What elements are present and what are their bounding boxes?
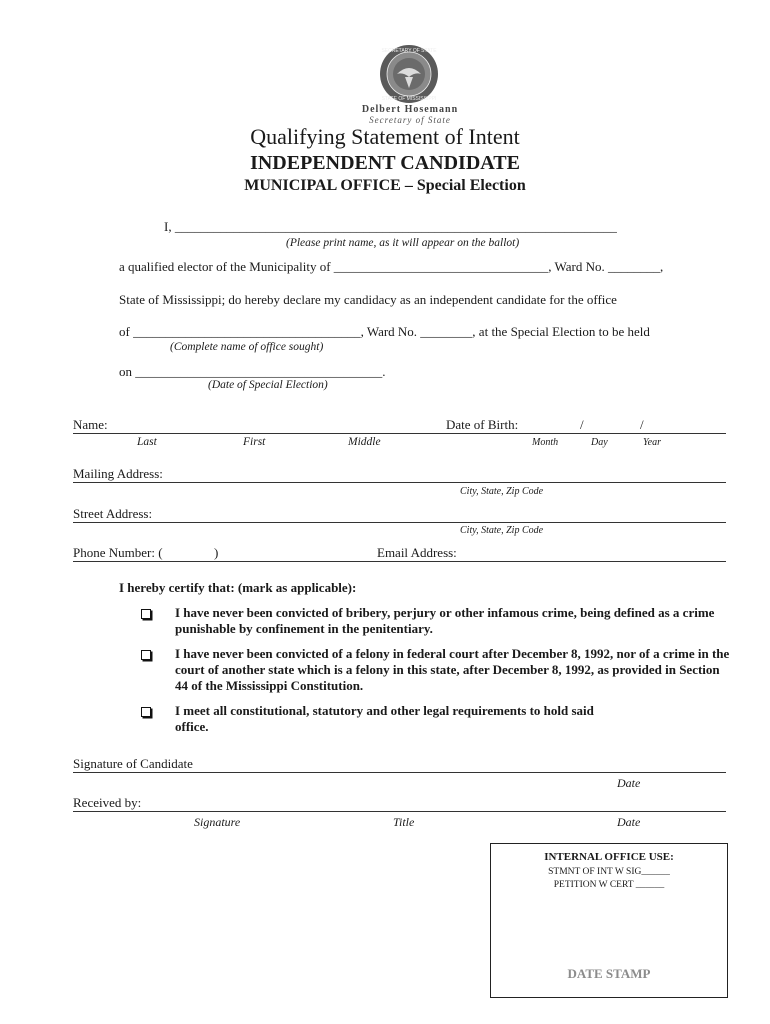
page-subtitle-2: MUNICIPAL OFFICE – Special Election bbox=[244, 177, 526, 194]
name-field-line[interactable] bbox=[73, 433, 726, 434]
middle-caption: Middle bbox=[348, 436, 381, 448]
title-caption: Title bbox=[393, 815, 415, 829]
municipality-line[interactable]: a qualified elector of the Municipality of _________________________________, Ward No. ________, bbox=[119, 259, 664, 274]
received-date-caption: Date bbox=[617, 815, 641, 829]
office-use-line-2: PETITION W CERT ______ bbox=[553, 880, 665, 890]
name-label: Name: bbox=[73, 417, 108, 432]
office-use-line-1: STMNT OF INT W SIG______ bbox=[548, 867, 670, 877]
candidate-date-caption: Date bbox=[617, 776, 641, 790]
election-date-caption: (Date of Special Election) bbox=[208, 379, 328, 391]
official-title: Secretary of State bbox=[369, 115, 451, 125]
certify-checkbox-1[interactable] bbox=[141, 609, 151, 619]
street-address-label: Street Address: bbox=[73, 506, 153, 521]
print-name-caption: (Please print name, as it will appear on the ballot) bbox=[286, 237, 520, 249]
dob-label: Date of Birth: bbox=[446, 417, 519, 432]
certify-item-3: I meet all constitutional, statutory and other legal requirements to hold said office. bbox=[175, 703, 594, 734]
mailing-city-caption: City, State, Zip Code bbox=[460, 486, 544, 497]
day-caption: Day bbox=[591, 437, 608, 448]
office-sought-caption: (Complete name of office sought) bbox=[170, 341, 324, 353]
page-title: Qualifying Statement of Intent bbox=[250, 124, 520, 149]
month-caption: Month bbox=[532, 437, 559, 448]
svg-text:SECRETARY OF STATE: SECRETARY OF STATE bbox=[381, 48, 437, 54]
page-subtitle: INDEPENDENT CANDIDATE bbox=[250, 152, 520, 174]
street-address-line[interactable] bbox=[73, 522, 726, 523]
first-caption: First bbox=[243, 436, 266, 448]
secretary-of-state-seal bbox=[379, 44, 439, 104]
certify-item-1: I have never been convicted of bribery, perjury or other infamous crime, being defined as a crime punishable by confinement in the penitentiary. bbox=[175, 605, 715, 636]
date-stamp-label: DATE STAMP bbox=[567, 966, 651, 981]
declaration-text: State of Mississippi; do hereby declare my candidacy as an independent candidate for the office bbox=[119, 292, 617, 307]
phone-email-line[interactable] bbox=[73, 561, 726, 562]
last-caption: Last bbox=[137, 436, 157, 448]
office-sought-line[interactable]: of ___________________________________, Ward No. ________, at the Special Election to be held bbox=[119, 324, 650, 339]
internal-office-use-box bbox=[490, 843, 728, 998]
svg-text:STATE OF MISSISSIPPI: STATE OF MISSISSIPPI bbox=[381, 96, 437, 102]
certify-item-2: I have never been convicted of a felony in federal court after December 8, 1992, nor of a crime in the court of another state which is a felony in this state, after December 8, 1992, as provided in Section 44 of the Mississippi Constitution. bbox=[175, 646, 730, 693]
official-name: Delbert Hosemann bbox=[361, 104, 459, 115]
street-city-caption: City, State, Zip Code bbox=[460, 525, 544, 536]
certify-checkbox-2[interactable] bbox=[141, 650, 151, 660]
mailing-address-label: Mailing Address: bbox=[73, 466, 163, 481]
phone-close-paren: ) bbox=[214, 545, 219, 560]
candidate-name-line[interactable]: I, ____________________________________________________________________ bbox=[164, 219, 617, 234]
dob-slash-2: / bbox=[640, 417, 644, 432]
phone-label: Phone Number: ( bbox=[73, 545, 163, 560]
received-by-label: Received by: bbox=[73, 795, 142, 810]
received-by-line[interactable] bbox=[73, 811, 726, 812]
year-caption: Year bbox=[643, 437, 661, 448]
election-date-line[interactable]: on ______________________________________. bbox=[119, 364, 386, 379]
certify-heading: I hereby certify that: (mark as applicable): bbox=[119, 580, 357, 595]
signature-caption: Signature bbox=[194, 815, 241, 829]
mailing-address-line[interactable] bbox=[73, 482, 726, 483]
certify-checkbox-3[interactable] bbox=[141, 707, 151, 717]
email-label: Email Address: bbox=[377, 545, 457, 560]
candidate-signature-label: Signature of Candidate bbox=[73, 756, 193, 771]
dob-slash-1: / bbox=[580, 417, 584, 432]
candidate-signature-line[interactable] bbox=[73, 772, 726, 773]
office-use-heading: INTERNAL OFFICE USE: bbox=[544, 851, 674, 863]
